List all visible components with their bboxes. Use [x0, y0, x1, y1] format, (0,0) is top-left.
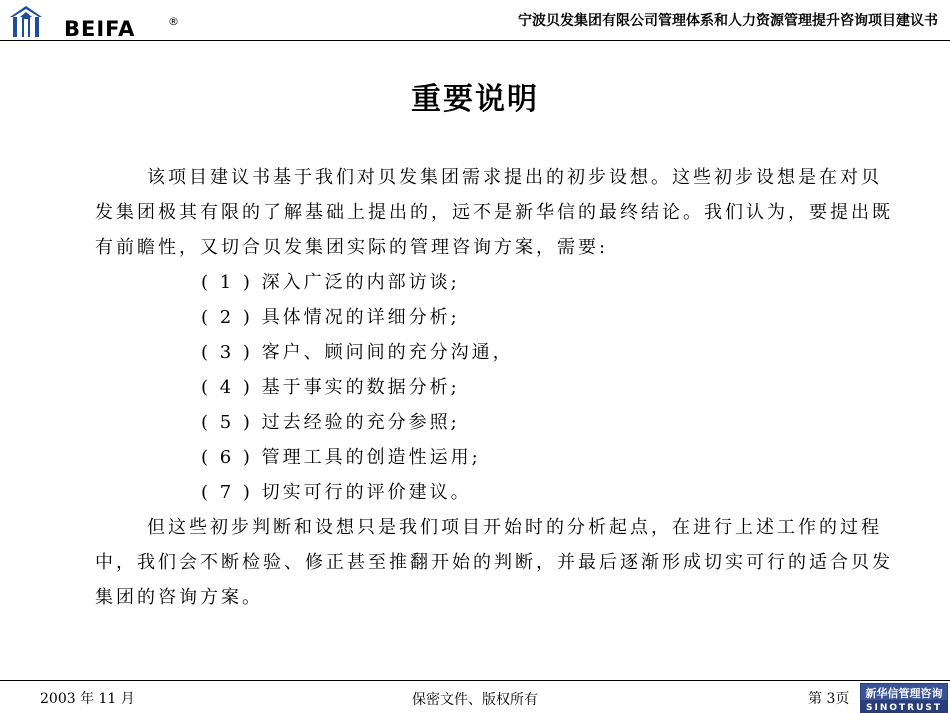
registered-mark: ®	[168, 15, 179, 28]
list-item: ( 5 ) 过去经验的充分参照;	[201, 412, 460, 433]
sinotrust-logo	[860, 683, 948, 713]
logo-text: BEIFA	[64, 17, 136, 39]
list-item: ( 2 ) 具体情况的详细分析;	[201, 307, 460, 328]
closing-paragraph: 但这些初步判断和设想只是我们项目开始时的分析起点，在进行上述工作的过程中，我们会不断检验、修正甚至推翻开始的判断，并最后逐渐形成切实可行的适合贝发集团的咨询方案。	[95, 517, 893, 608]
list-item: ( 6 ) 管理工具的创造性运用;	[201, 447, 481, 468]
confidential-notice: 保密文件、版权所有	[412, 692, 538, 708]
list-item: ( 7 ) 切实可行的评价建议。	[201, 482, 472, 503]
document-title: 宁波贝发集团有限公司管理体系和人力资源管理提升咨询项目建议书	[518, 13, 938, 29]
beifa-logo	[8, 3, 198, 39]
page-title: 重要说明	[411, 82, 539, 117]
footer-divider	[0, 680, 950, 681]
sinotrust-cn-text: 新华信管理咨询	[865, 687, 943, 700]
intro-paragraph: 该项目建议书基于我们对贝发集团需求提出的初步设想。这些初步设想是在对贝发集团极其有限的了解基础上提出的，远不是新华信的最终结论。我们认为，要提出既有前瞻性，又切合贝发集团实际的管理咨询方案，需要:	[95, 167, 893, 258]
beifa-house-icon	[10, 6, 42, 37]
body-text	[95, 160, 895, 615]
header-divider	[0, 40, 950, 41]
page-number: 第 3页	[808, 691, 850, 707]
sinotrust-en-text: SINOTRUST	[865, 703, 943, 713]
list-item: ( 1 ) 深入广泛的内部访谈;	[201, 272, 460, 293]
page-header	[0, 0, 950, 44]
list-item: ( 4 ) 基于事实的数据分析;	[201, 377, 460, 398]
footer-date: 2003 年 11 月	[40, 691, 135, 707]
list-item: ( 3 ) 客户、顾问间的充分沟通，	[201, 342, 514, 363]
